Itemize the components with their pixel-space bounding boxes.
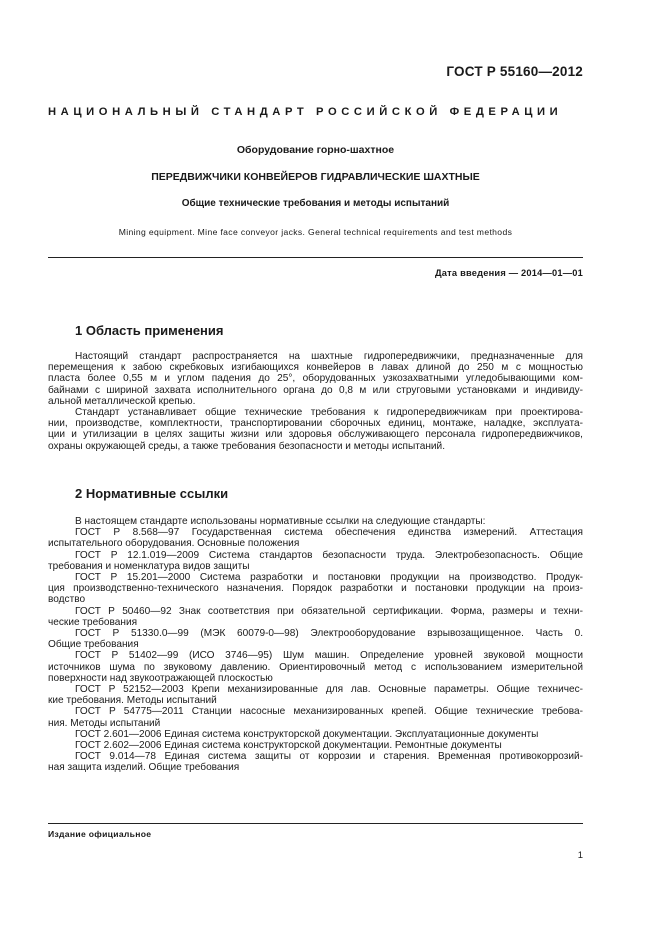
reference-line: поверхности над звукоотражающей плоскостью <box>48 672 273 684</box>
reference-line: ГОСТ 9.014—78 Единая система защиты от коррозии и старения. Временная противокоррозий- <box>75 751 583 763</box>
title-group: Оборудование горно-шахтное <box>236 144 395 156</box>
paragraph-line: нии, производстве, комплектности, транспортировании сборочных единиц, монтаже, наладке, эксплуата- <box>48 418 583 430</box>
paragraph-line: пласта более 0,55 м и углом падения до 25°, оборудованных узкозахватными угледобывающими ком- <box>48 373 583 385</box>
references-intro: В настоящем стандарте использованы нормативные ссылки на следующие стандарты: <box>75 516 486 527</box>
reference-line: источников шума по звуковому давлению. Ориентировочный метод с использованием измерительной <box>48 661 583 673</box>
reference-line: водство <box>48 594 86 606</box>
reference-line: испытательного оборудования. Основные положения <box>48 538 300 550</box>
reference-line: Общие требования <box>48 639 139 651</box>
reference-line: ния. Методы испытаний <box>48 717 161 729</box>
reference-line: ГОСТ Р 12.1.019—2009 Система стандартов безопасности труда. Электробезопасность. Общие <box>75 549 583 561</box>
document-code: ГОСТ Р 55160—2012 <box>446 64 583 79</box>
effective-date: Дата введения — 2014—01—01 <box>434 268 583 278</box>
reference-list <box>48 527 583 773</box>
title-english: Mining equipment. Mine face conveyor jacks. General technical requirements and test methods <box>118 227 513 237</box>
national-standard-banner: НАЦИОНАЛЬНЫЙ СТАНДАРТ РОССИЙСКОЙ ФЕДЕРАЦИИ <box>48 106 563 118</box>
reference-line: ГОСТ Р 15.201—2000 Система разработки и постановки продукции на производство. Продук- <box>75 572 583 584</box>
paragraph-line: байнами с шириной захвата исполнительного органа до 0,8 м или струговыми установками и индивиду- <box>48 384 583 396</box>
reference-line: кие требования. Методы испытаний <box>48 695 217 707</box>
reference-line: ция производственно-технического назначения. Порядок разработки и постановки продукции на произ- <box>48 583 583 595</box>
reference-line: ГОСТ Р 8.568—97 Государственная система обеспечения единства измерений. Аттестация <box>75 527 583 539</box>
paragraph-line: Настоящий стандарт распространяется на шахтные гидропередвижчики, предназначенные для <box>75 351 583 362</box>
section1-body <box>48 351 583 452</box>
reference-line: ГОСТ Р 50460—92 Знак соответствия при обязательной сертификации. Форма, размеры и техни- <box>75 605 583 617</box>
paragraph-line: охраны окружающей среды, а также требования безопасности и методы испытаний. <box>48 440 446 452</box>
reference-line: ГОСТ Р 51402—99 (ИСО 3746—95) Шум машин. Определение уровней звуковой мощности <box>75 650 583 662</box>
reference-line: требования и номенклатура видов защиты <box>48 560 250 572</box>
paragraph-line: ции и утилизации в целях защиты жизни или здоровья обслуживающего персонала гидропередвижчиков, <box>48 429 583 441</box>
title-main: ПЕРЕДВИЖЧИКИ КОНВЕЙЕРОВ ГИДРАВЛИЧЕСКИЕ ШАХТНЫЕ <box>151 171 480 183</box>
reference-line: ГОСТ 2.601—2006 Единая система конструкторской документации. Эксплуатационные документы <box>75 728 539 740</box>
reference-line: ГОСТ Р 52152—2003 Крепи механизированные для лав. Основные параметры. Общие техничес- <box>75 684 583 696</box>
reference-line: ГОСТ Р 51330.0—99 (МЭК 60079-0—98) Электрооборудование взрывозащищенное. Часть 0. <box>75 628 583 640</box>
reference-line: ГОСТ Р 54775—2011 Станции насосные механизированных крепей. Общие технические требова- <box>75 706 583 718</box>
title-divider <box>48 257 583 258</box>
footer-divider <box>48 823 583 824</box>
reference-line: ГОСТ 2.602—2006 Единая система конструкторской документации. Ремонтные документы <box>75 740 502 752</box>
paragraph-line: перемещения к забою скребковых изгибающихся конвейеров в лавах длиной до 250 м с мощностью <box>48 362 583 374</box>
reference-line: ческие требования <box>48 616 138 628</box>
paragraph-line: Стандарт устанавливает общие технические требования к гидропередвижчикам при проектирова- <box>75 407 583 419</box>
page-number: 1 <box>577 850 583 861</box>
section1-heading: 1 Область применения <box>75 323 224 338</box>
edition-note: Издание официальное <box>48 829 152 839</box>
section2-heading: 2 Нормативные ссылки <box>75 486 229 501</box>
title-sub: Общие технические требования и методы испытаний <box>181 198 450 209</box>
section2-body <box>48 516 583 774</box>
reference-line: ная защита изделий. Общие требования <box>48 762 240 774</box>
paragraph-line: альной металлической крепью. <box>48 395 196 407</box>
